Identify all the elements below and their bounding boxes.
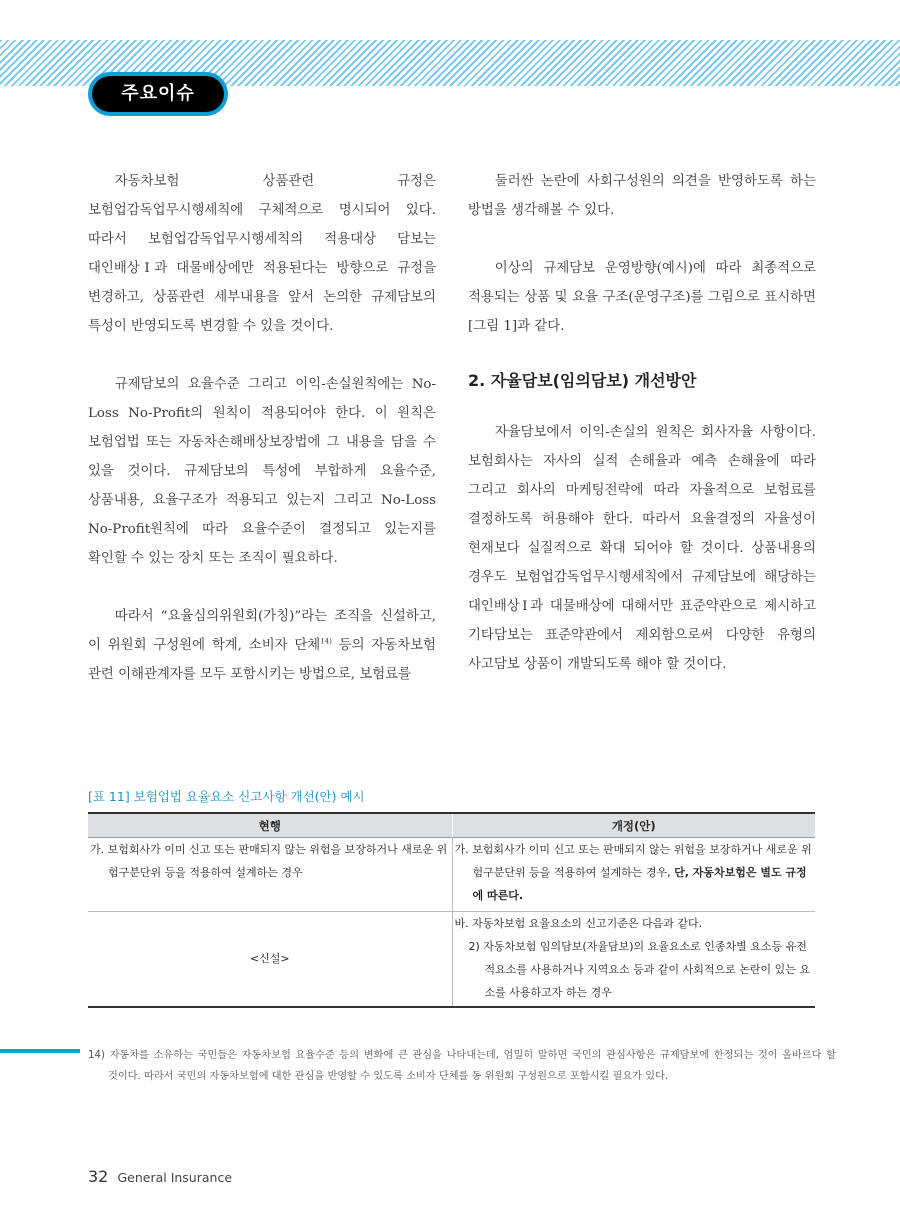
table-row	[88, 838, 815, 912]
page-footer	[88, 1167, 232, 1186]
footnote-ref[interactable]: 14)	[320, 637, 332, 646]
row1-current: 가. 보험회사가 이미 신고 또는 판매되지 않는 위험을 보장하거나 새로운 위험구분단위 등을 적용하여 설계하는 경우	[90, 843, 448, 879]
left-paragraph-3-b: 등의 자동차보험 관련 이해관계자를 모두 포함시키는 방법으로, 보험료를	[88, 638, 436, 682]
right-paragraph-1: 둘러싼 논란에 사회구성원의 의견을 반영하도록 하는 방법을 생각해볼 수 있다.	[468, 174, 816, 218]
left-paragraph-1: 자동차보험 상품관련 규정은 보험업감독업무시행세칙에 구체적으로 명시되어 있다. 따라서 보험업감독업무시행세칙의 적용대상 담보는 대인배상Ⅰ과 대물배상에만 적용된다는 방향으로 규정을 변경하고, 상품관련 세부내용을 앞서 논의한 규제담보의 특성이 반영되도록 변경할 수 있을 것이다.	[88, 174, 436, 334]
row2-revised-line1: 바. 자동차보험 요율요소의 신고기준은 다음과 같다.	[454, 917, 703, 930]
section-heading: 2. 자율담보(임의담보) 개선방안	[468, 371, 697, 390]
left-paragraph-3	[88, 602, 436, 689]
table-row	[88, 912, 815, 1008]
left-column	[88, 167, 436, 689]
table-caption: [표 11] 보험업법 요율요소 신고사항 개선(안) 예시	[88, 789, 365, 804]
header-current: 현행	[88, 813, 452, 838]
footnote-accent-bar	[0, 1049, 80, 1053]
footnote: 14) 자동차를 소유하는 국민들은 자동차보험 요율수준 등의 변화에 큰 관심을 나타내는데, 엄밀히 말하면 국민의 관심사항은 규제담보에 한정되는 것이 올바르다 할 것이다. 따라서 국민의 자동차보험에 대한 관심을 반영할 수 있도록 소비자 단체를 동 위원회 구성원으로 포함시킬 필요가 있다.	[88, 1050, 836, 1082]
row1-revised	[453, 838, 816, 907]
publication-name: General Insurance	[117, 1170, 233, 1185]
left-paragraph-3-a: 따라서 “요율심의위원회(가칭)”라는 조직을 신설하고, 이 위원회 구성원에 학계, 소비자 단체	[88, 609, 436, 653]
header-revised: 개정(안)	[452, 813, 815, 838]
right-column	[468, 167, 816, 679]
row2-current: <신설>	[88, 912, 452, 1008]
section-tab-label: 주요이슈	[92, 76, 224, 112]
row1-revised-emphasis: 단, 자동차보험은 별도 규정에 따른다.	[472, 866, 807, 902]
comparison-table	[88, 812, 815, 1008]
right-paragraph-2: 이상의 규제담보 운영방향(예시)에 따라 최종적으로 적용되는 상품 및 요율 구조(운영구조)를 그림으로 표시하면 [그림 1]과 같다.	[468, 261, 816, 334]
row2-revised-line2: 2) 자동차보험 임의담보(자율담보)의 요율요소로 인종차별 요소등 유전적요소를 사용하거나 지역요소 등과 같이 사회적으로 논란이 있는 요소를 사용하고자 하는 경우	[468, 940, 810, 999]
left-paragraph-2: 규제담보의 요율수준 그리고 이익-손실원칙에는 No-Loss No-Profit의 원칙이 적용되어야 한다. 이 원칙은 보험업법 또는 자동차손해배상보장법에 그 내용을 담을 수 있을 것이다. 규제담보의 특성에 부합하게 요율수준, 상품내용, 요율구조가 적용되고 있는지 그리고 No-Loss No-Profit원칙에 따라 요율수준이 결정되고 있는지를 확인할 수 있는 장치 또는 조직이 필요하다.	[88, 377, 436, 566]
right-paragraph-3: 자율담보에서 이익-손실의 원칙은 회사자율 사항이다. 보험회사는 자사의 실적 손해율과 예측 손해율에 따라 그리고 회사의 마케팅전략에 따라 자율적으로 보험료를 결정하도록 허용해야 한다. 따라서 요율결정의 자율성이 현재보다 실질적으로 확대 되어야 할 것이다. 상품내용의 경우도 보험업감독업무시행세칙에서 규제담보에 해당하는 대인배상Ⅰ과 대물배상에 대해서만 표준약관으로 제시하고 기타담보는 표준약관에서 제외함으로써 다양한 유형의 사고담보 상품이 개발되도록 해야 할 것이다.	[468, 425, 816, 672]
section-tab	[88, 72, 228, 116]
row1-revised-text: 가. 보험회사가 이미 신고 또는 판매되지 않는 위험을 보장하거나 새로운 위험구분단위 등을 적용하여 설계하는 경우,	[454, 843, 812, 879]
page-number: 32	[88, 1167, 109, 1186]
